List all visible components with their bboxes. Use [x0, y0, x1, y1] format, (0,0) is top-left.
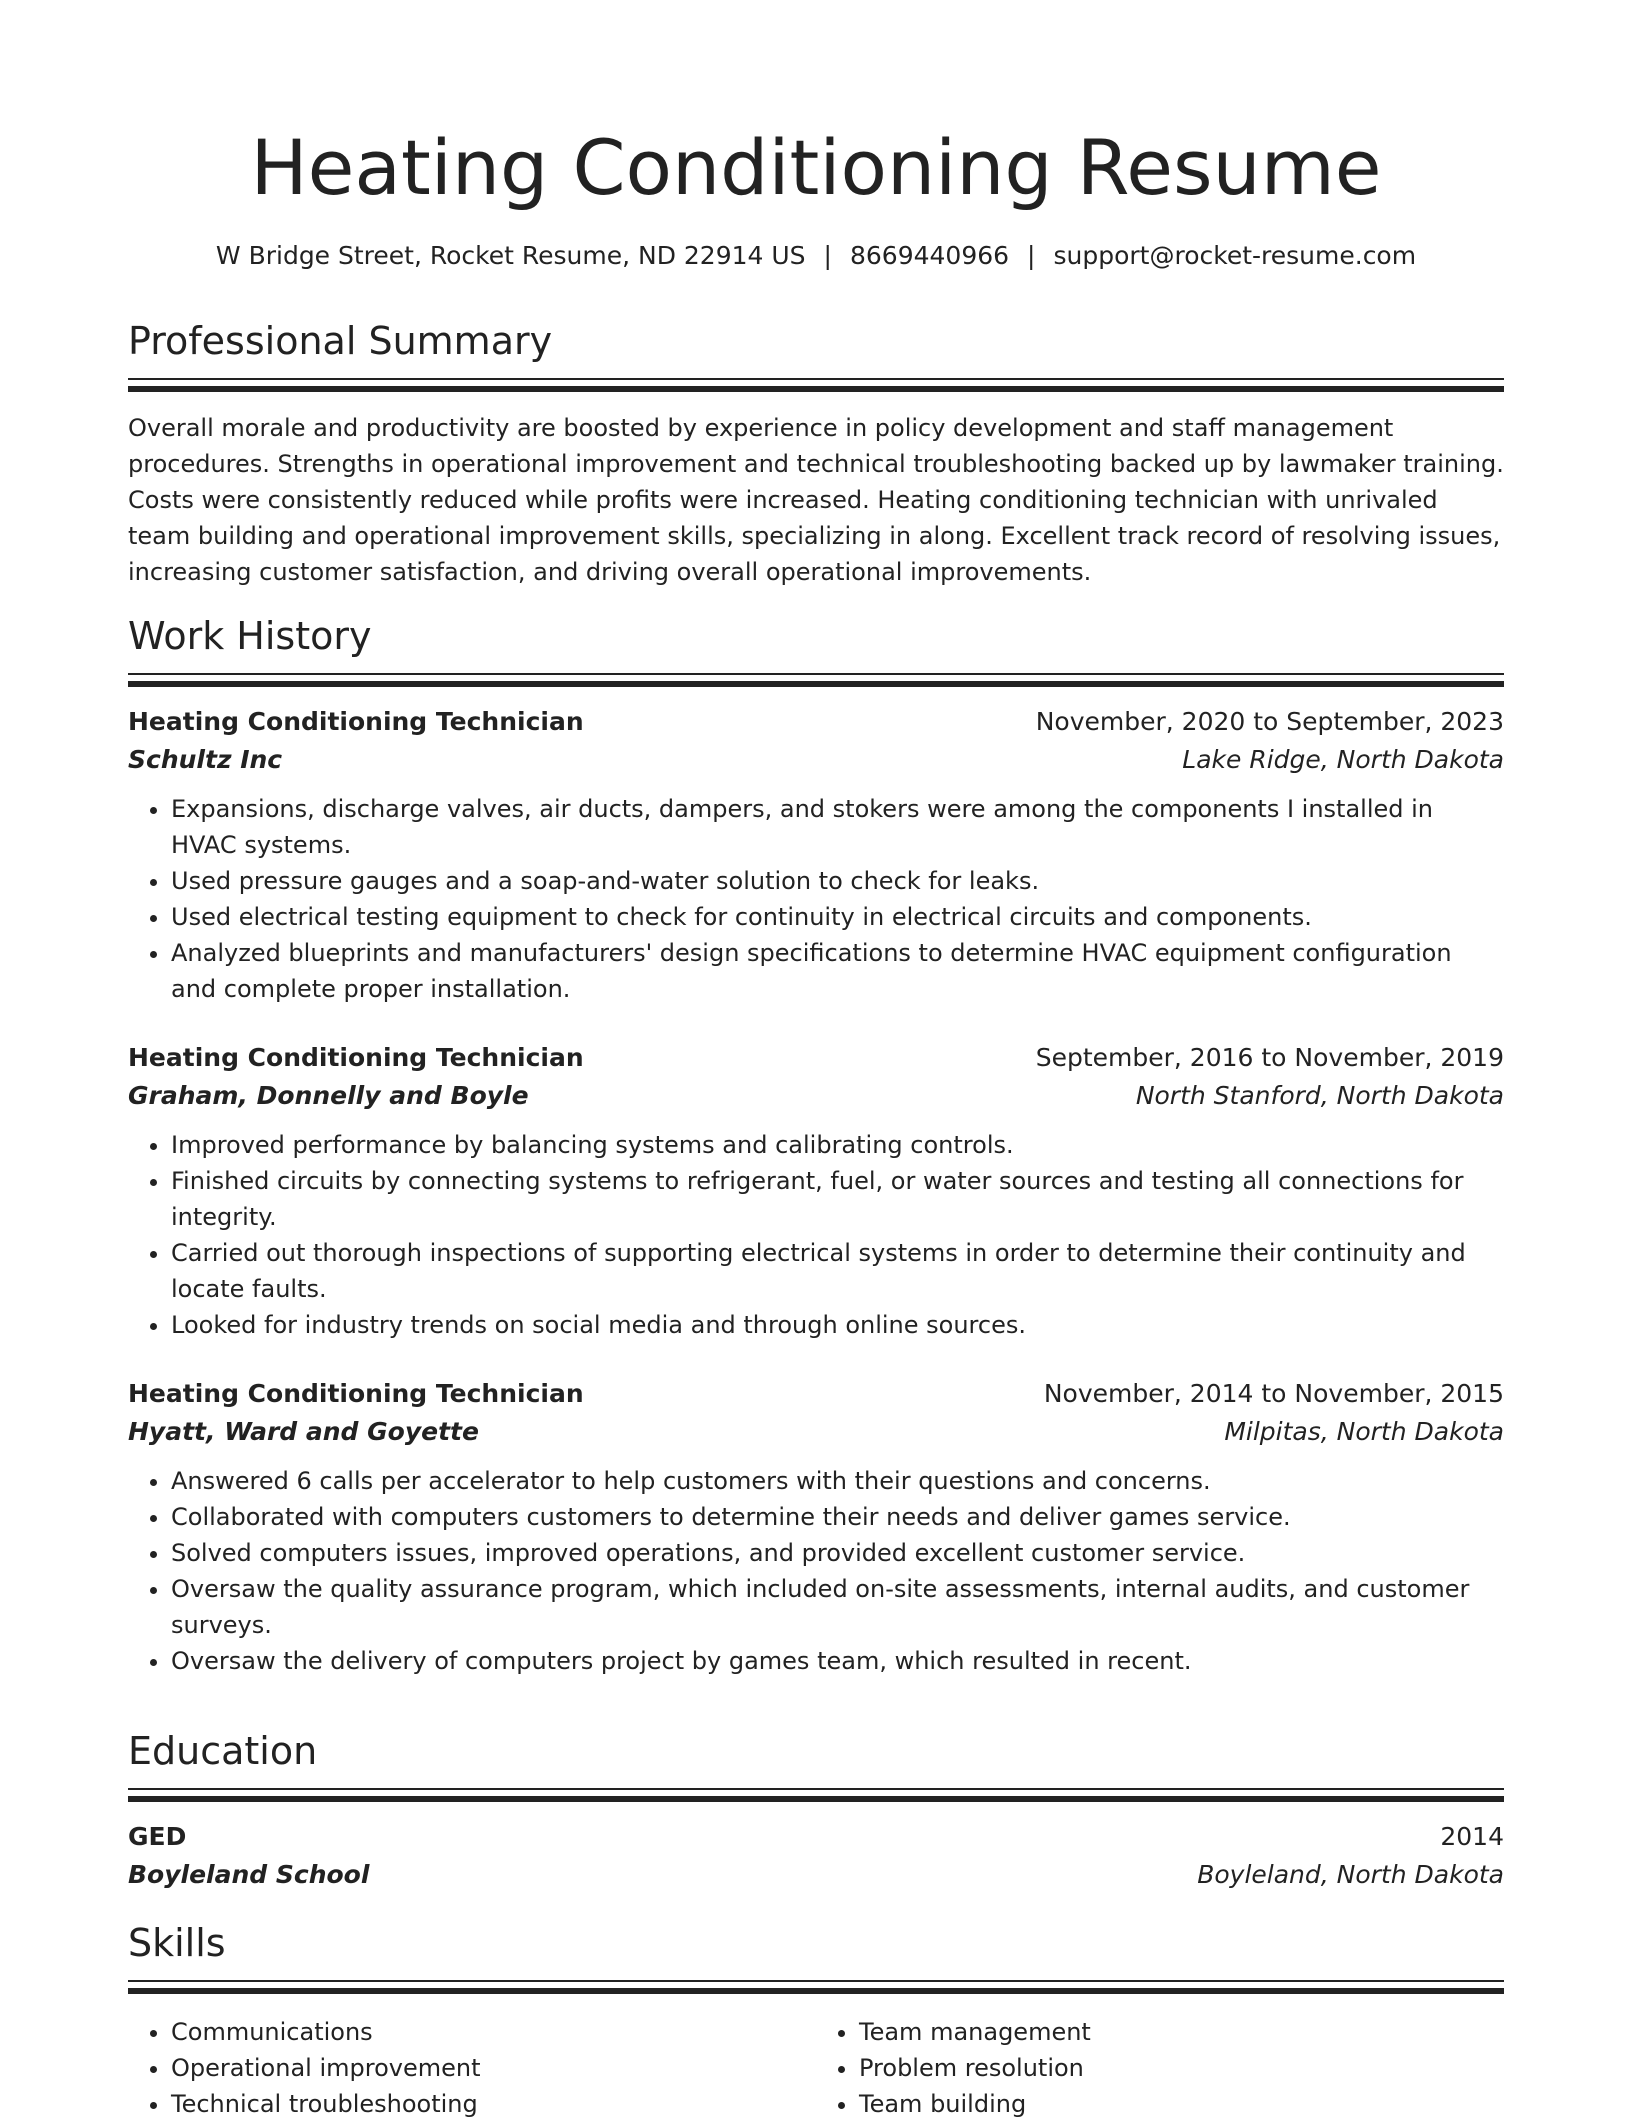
section-rule-thin — [128, 378, 1504, 380]
skills-section — [128, 1918, 1504, 2122]
section-rule-thick — [128, 1796, 1504, 1802]
list-item: • Finished circuits by connecting systems to refrigerant, fuel, or water sources and testing all connections for integrity. — [171, 1163, 1504, 1235]
section-rule-thin — [128, 673, 1504, 675]
job-title: Heating Conditioning Technician — [128, 1043, 584, 1072]
skills-column-right — [816, 2014, 1504, 2122]
job-bullets — [128, 1127, 1504, 1343]
skill-item: • Communications — [171, 2014, 816, 2050]
job-location: North Stanford, North Dakota — [1135, 1081, 1504, 1110]
job-company-row — [128, 1077, 1504, 1115]
education-header-row — [128, 1818, 1504, 1856]
list-item: • Answered 6 calls per accelerator to help customers with their questions and concerns. — [171, 1463, 1504, 1499]
work-history-section — [128, 611, 1504, 1679]
skills-column-left — [128, 2014, 816, 2122]
summary-section — [128, 316, 1504, 590]
degree: GED — [128, 1822, 187, 1851]
job-header-row — [128, 1375, 1504, 1413]
education-section — [128, 1726, 1504, 1894]
section-heading-skills: Skills — [128, 1921, 226, 1965]
school-location: Boyleland, North Dakota — [1197, 1860, 1504, 1889]
page-title: Heating Conditioning Resume — [250, 123, 1382, 212]
summary-text: Overall morale and productivity are boosted by experience in policy development and staff management procedures. Strengths in operational improvement and technical troubleshooting backed up by lawmaker training. Costs were consistently reduced while profits were increased. Heating conditioning technician with unrivaled team building and operational improvement skills, specializing in along. Excellent track record of resolving issues, increasing customer satisfaction, and driving overall operational improvements. — [128, 414, 1504, 586]
job-dates: November, 2014 to November, 2015 — [1043, 1379, 1504, 1408]
contact-line — [128, 238, 1504, 274]
list-item: • Collaborated with computers customers to determine their needs and deliver games service. — [171, 1499, 1504, 1535]
section-rule-thin — [128, 1980, 1504, 1982]
education-entry — [128, 1818, 1504, 1894]
job-entry — [128, 1375, 1504, 1679]
list-item: • Expansions, discharge valves, air ducts, dampers, and stokers were among the components I installed in HVAC systems. — [171, 791, 1504, 863]
job-entry — [128, 1039, 1504, 1343]
job-bullets — [128, 791, 1504, 1007]
section-rule-thick — [128, 681, 1504, 687]
list-item: • Looked for industry trends on social media and through online sources. — [171, 1307, 1504, 1343]
job-company-row — [128, 1413, 1504, 1451]
section-rule-thick — [128, 1988, 1504, 1994]
company-name: Hyatt, Ward and Goyette — [128, 1417, 479, 1446]
list-item: • Solved computers issues, improved operations, and provided excellent customer service. — [171, 1535, 1504, 1571]
address: W Bridge Street, Rocket Resume, ND 22914 US — [215, 241, 806, 270]
skills-grid — [128, 2014, 1504, 2122]
graduation-year: 2014 — [1440, 1822, 1504, 1851]
job-header-row — [128, 1039, 1504, 1077]
list-item: • Analyzed blueprints and manufacturers' design specifications to determine HVAC equipment configuration and complete proper installation. — [171, 935, 1504, 1007]
skill-item: • Operational improvement — [171, 2050, 816, 2086]
list-item: • Oversaw the delivery of computers project by games team, which resulted in recent. — [171, 1643, 1504, 1679]
job-location: Lake Ridge, North Dakota — [1182, 745, 1504, 774]
job-location: Milpitas, North Dakota — [1224, 1417, 1504, 1446]
school-name: Boyleland School — [128, 1860, 370, 1889]
separator: | — [1027, 241, 1036, 270]
company-name: Schultz Inc — [128, 745, 283, 774]
list-item: • Carried out thorough inspections of supporting electrical systems in order to determine their continuity and locate faults. — [171, 1235, 1504, 1307]
job-title: Heating Conditioning Technician — [128, 707, 584, 736]
skill-item: • Team management — [859, 2014, 1504, 2050]
job-dates: September, 2016 to November, 2019 — [1035, 1043, 1504, 1072]
list-item: • Used electrical testing equipment to check for continuity in electrical circuits and components. — [171, 899, 1504, 935]
skill-item: • Team building — [859, 2086, 1504, 2122]
list-item: • Improved performance by balancing systems and calibrating controls. — [171, 1127, 1504, 1163]
list-item: • Oversaw the quality assurance program, which included on-site assessments, internal audits, and customer surveys. — [171, 1571, 1504, 1643]
list-item: • Used pressure gauges and a soap-and-water solution to check for leaks. — [171, 863, 1504, 899]
section-heading-summary: Professional Summary — [128, 319, 553, 363]
section-heading-work: Work History — [128, 614, 372, 658]
education-school-row — [128, 1856, 1504, 1894]
job-header-row — [128, 703, 1504, 741]
job-entry — [128, 703, 1504, 1007]
job-dates: November, 2020 to September, 2023 — [1035, 707, 1504, 736]
section-rule-thin — [128, 1788, 1504, 1790]
job-title: Heating Conditioning Technician — [128, 1379, 584, 1408]
company-name: Graham, Donnelly and Boyle — [128, 1081, 529, 1110]
phone: 8669440966 — [849, 241, 1010, 270]
job-bullets — [128, 1463, 1504, 1679]
section-rule-thick — [128, 386, 1504, 392]
job-company-row — [128, 741, 1504, 779]
section-heading-education: Education — [128, 1729, 318, 1773]
separator: | — [823, 241, 832, 270]
email-link[interactable]: support@rocket-resume.com — [1053, 241, 1417, 270]
skill-item: • Problem resolution — [859, 2050, 1504, 2086]
skill-item: • Technical troubleshooting — [171, 2086, 816, 2122]
